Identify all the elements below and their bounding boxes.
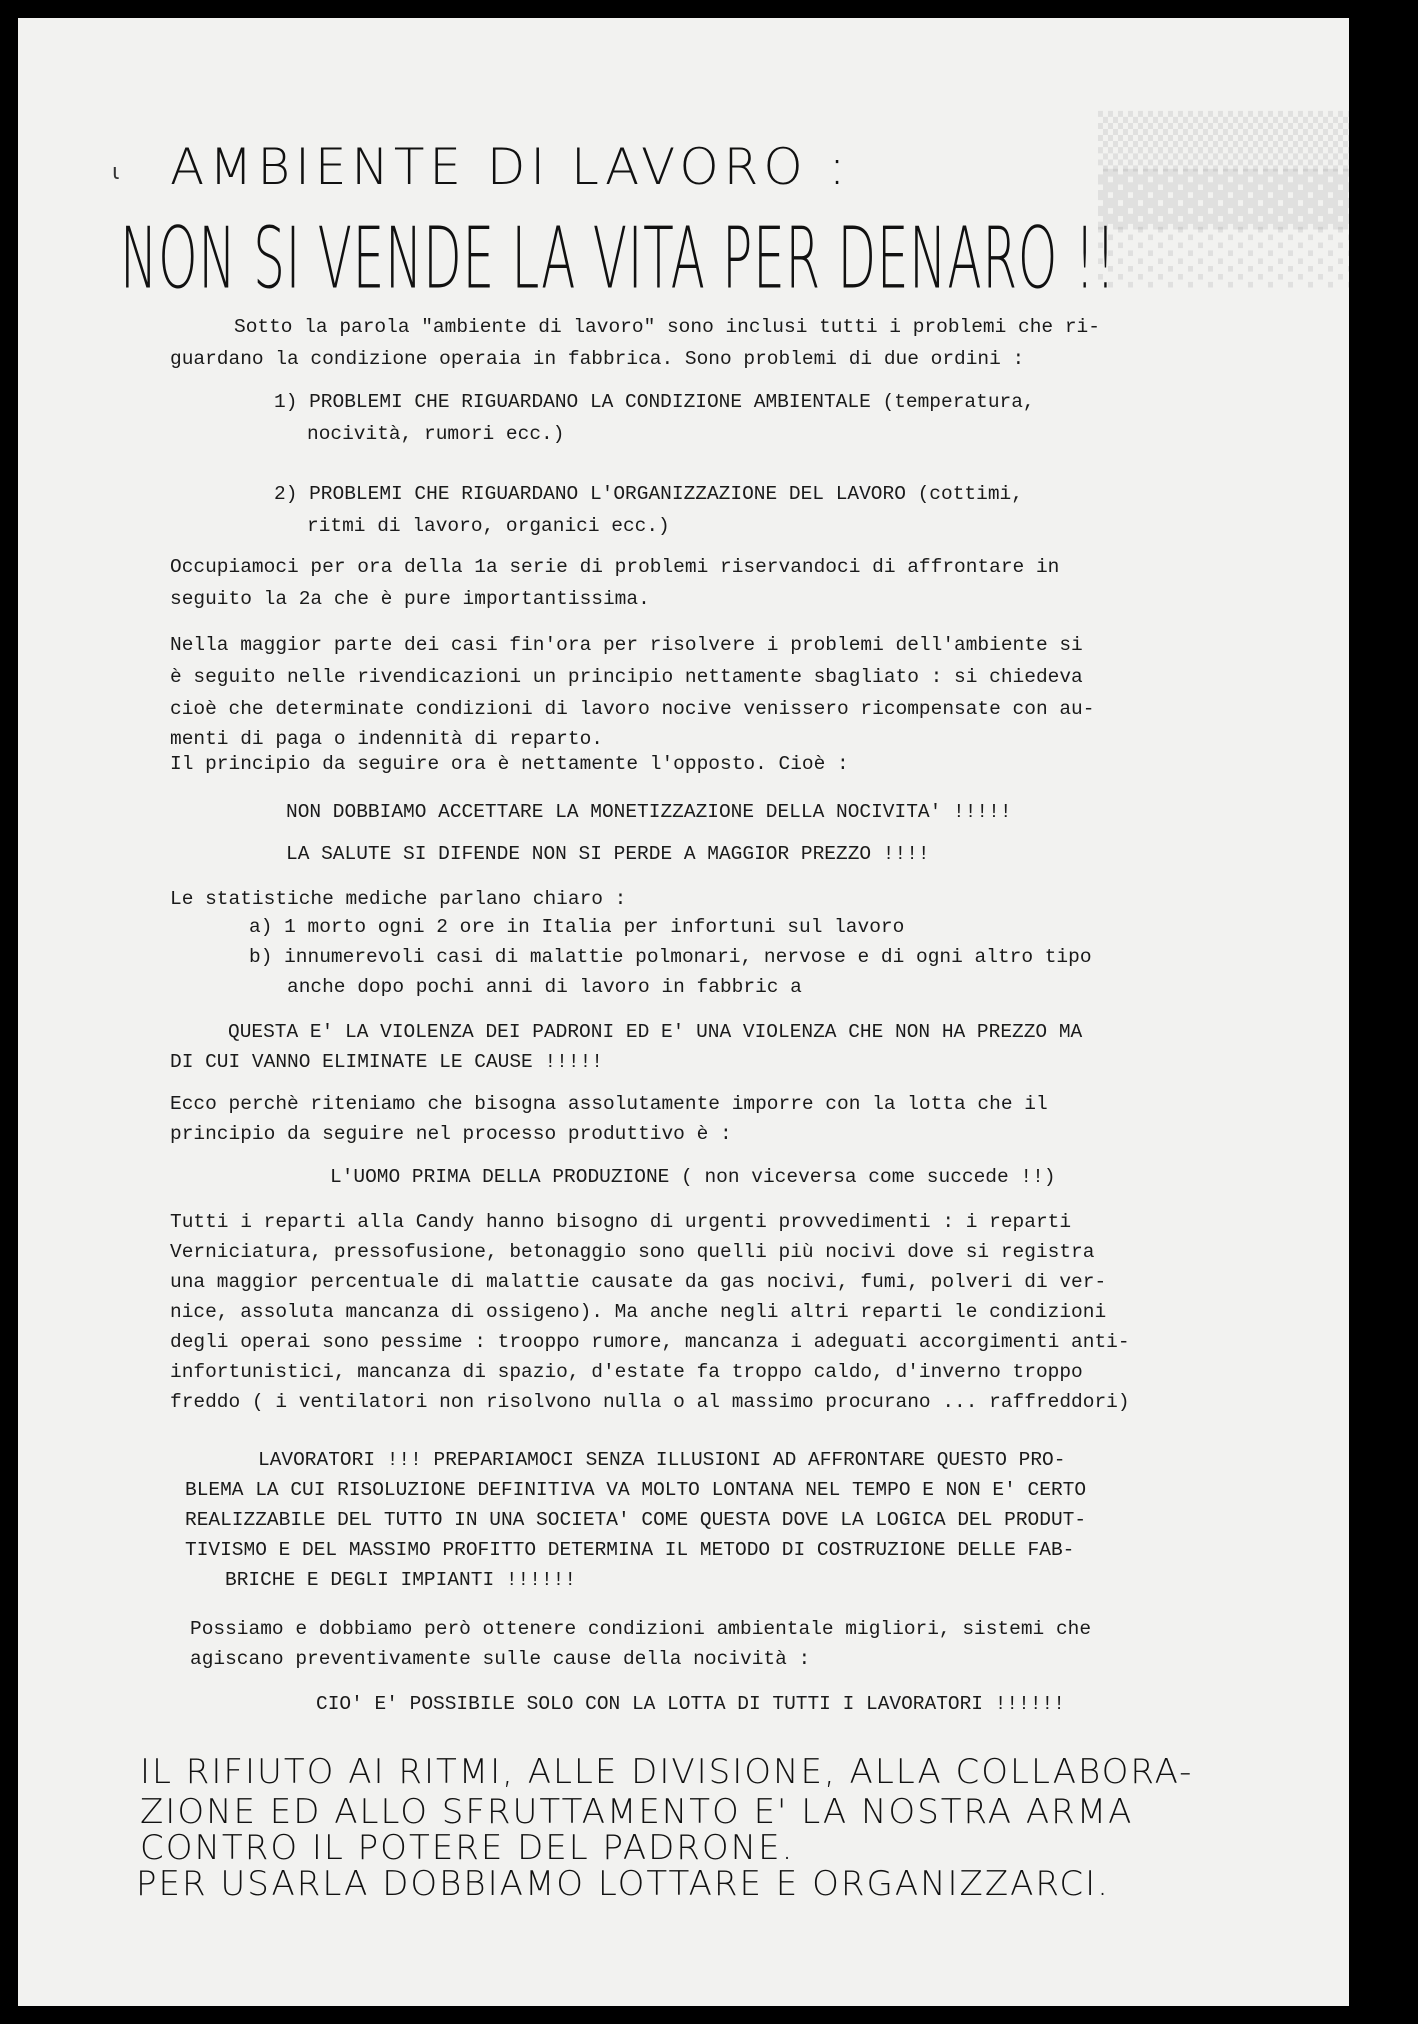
flyer-sheet — [18, 18, 1418, 2006]
para1-line-1: Occupiamoci per ora della 1a serie di problemi riservandoci di affrontare in — [170, 556, 1060, 578]
workers-line-4: TIVISMO E DEL MASSIMO PROFITTO DETERMINA IL METODO DI COSTRUZIONE DELLE FAB- — [185, 1539, 1075, 1561]
para2-line-5: Il principio da seguire ora è nettamente l'opposto. Cioè : — [170, 753, 849, 775]
intro-line-2: guardano la condizione operaia in fabbrica. Sono problemi di due ordini : — [170, 348, 1025, 370]
slogan-monetization: NON DOBBIAMO ACCETTARE LA MONETIZZAZIONE DELLA NOCIVITA' !!!!! — [286, 801, 1012, 823]
slogan-health: LA SALUTE SI DIFENDE NON SI PERDE A MAGGIOR PREZZO !!!! — [286, 843, 930, 865]
bleed-through-shadow: ▒▒▒▒▒▒▒▒ ▓▓▓▓▓▓▓▓ ░░░░░░░░ — [1098, 112, 1418, 288]
footer-line-4: PER USARLA DOBBIAMO LOTTARE E ORGANIZZARCI. — [136, 1864, 1110, 1904]
item1-line-2: nocività, rumori ecc.) — [307, 423, 565, 445]
footer-line-3: CONTRO IL POTERE DEL PADRONE. — [140, 1828, 795, 1868]
para3-line-1: Ecco perchè riteniamo che bisogna assolutamente imporre con la lotta che il — [170, 1093, 1048, 1115]
item2-line-2: ritmi di lavoro, organici ecc.) — [307, 515, 670, 537]
para3-line-2: principio da seguire nel processo produttivo è : — [170, 1123, 732, 1145]
workers-line-1: LAVORATORI !!! PREPARIAMOCI SENZA ILLUSIONI AD AFFRONTARE QUESTO PRO- — [258, 1449, 1066, 1471]
item1-line-1: 1) PROBLEMI CHE RIGUARDANO LA CONDIZIONE AMBIENTALE (temperatura, — [274, 391, 1035, 413]
para4-line-1: Tutti i reparti alla Candy hanno bisogno di urgenti provvedimenti : i reparti — [170, 1211, 1072, 1233]
para1-line-2: seguito la 2a che è pure importantissima. — [170, 588, 650, 610]
footer-line-2: ZIONE ED ALLO SFRUTTAMENTO E' LA NOSTRA ARMA — [140, 1792, 1134, 1832]
para4-line-5: degli operai sono pessime : trooppo rumore, mancanza i adeguati accorgimenti anti- — [170, 1331, 1130, 1353]
stats-item-b-line-2: anche dopo pochi anni di lavoro in fabbric a — [287, 976, 802, 998]
para4-line-3: una maggior percentuale di malattie causate da gas nocivi, fumi, polveri di ver- — [170, 1271, 1107, 1293]
handwritten-mark: ɩ — [112, 160, 120, 185]
heading-line-2: NON SI VENDE LA VITA PER DENARO !! — [120, 208, 1117, 308]
para2-line-1: Nella maggior parte dei casi fin'ora per risolvere i problemi dell'ambiente si — [170, 634, 1083, 656]
stats-item-a: a) 1 morto ogni 2 ore in Italia per infortuni sul lavoro — [249, 916, 905, 938]
para5-line-2: agiscano preventivamente sulle cause della nocività : — [190, 1648, 811, 1670]
para2-line-4: menti di paga o indennità di reparto. — [170, 728, 603, 750]
violence-line-2: DI CUI VANNO ELIMINATE LE CAUSE !!!!! — [170, 1051, 603, 1073]
item2-line-1: 2) PROBLEMI CHE RIGUARDANO L'ORGANIZZAZIONE DEL LAVORO (cottimi, — [274, 483, 1023, 505]
workers-line-3: REALIZZABILE DEL TUTTO IN UNA SOCIETA' COME QUESTA DOVE LA LOGICA DEL PRODUT- — [185, 1509, 1087, 1531]
footer-line-1: IL RIFIUTO AI RITMI, ALLE DIVISIONE, ALLA COLLABORA- — [140, 1752, 1194, 1792]
slogan-man-before-production: L'UOMO PRIMA DELLA PRODUZIONE ( non viceversa come succede !!) — [330, 1166, 1056, 1188]
workers-line-2: BLEMA LA CUI RISOLUZIONE DEFINITIVA VA MOLTO LONTANA NEL TEMPO E NON E' CERTO — [185, 1479, 1087, 1501]
intro-line-1: Sotto la parola "ambiente di lavoro" sono inclusi tutti i problemi che ri- — [234, 316, 1100, 338]
stats-item-b-line-1: b) innumerevoli casi di malattie polmonari, nervose e di ogni altro tipo — [249, 946, 1092, 968]
para4-line-2: Verniciatura, pressofusione, betonaggio sono quelli più nocivi dove si registra — [170, 1241, 1095, 1263]
para2-line-3: cioè che determinate condizioni di lavoro nocive venissero ricompensate con au- — [170, 698, 1095, 720]
violence-line-1: QUESTA E' LA VIOLENZA DEI PADRONI ED E' UNA VIOLENZA CHE NON HA PREZZO MA — [228, 1021, 1083, 1043]
para4-line-4: nice, assoluta mancanza di ossigeno). Ma anche negli altri reparti le condizioni — [170, 1301, 1107, 1323]
para2-line-2: è seguito nelle rivendicazioni un principio nettamente sbagliato : si chiedeva — [170, 666, 1083, 688]
slogan-struggle: CIO' E' POSSIBILE SOLO CON LA LOTTA DI TUTTI I LAVORATORI !!!!!! — [316, 1693, 1065, 1715]
para4-line-6: infortunistici, mancanza di spazio, d'estate fa troppo caldo, d'inverno troppo — [170, 1361, 1083, 1383]
para5-line-1: Possiamo e dobbiamo però ottenere condizioni ambientale migliori, sistemi che — [190, 1618, 1092, 1640]
workers-line-5: BRICHE E DEGLI IMPIANTI !!!!!! — [225, 1569, 577, 1591]
heading-line-1: AMBIENTE DI LAVORO : — [170, 138, 851, 196]
para4-line-7: freddo ( i ventilatori non risolvono nulla o al massimo procurano ... raffreddori) — [170, 1391, 1130, 1413]
stats-intro: Le statistiche mediche parlano chiaro : — [170, 888, 627, 910]
